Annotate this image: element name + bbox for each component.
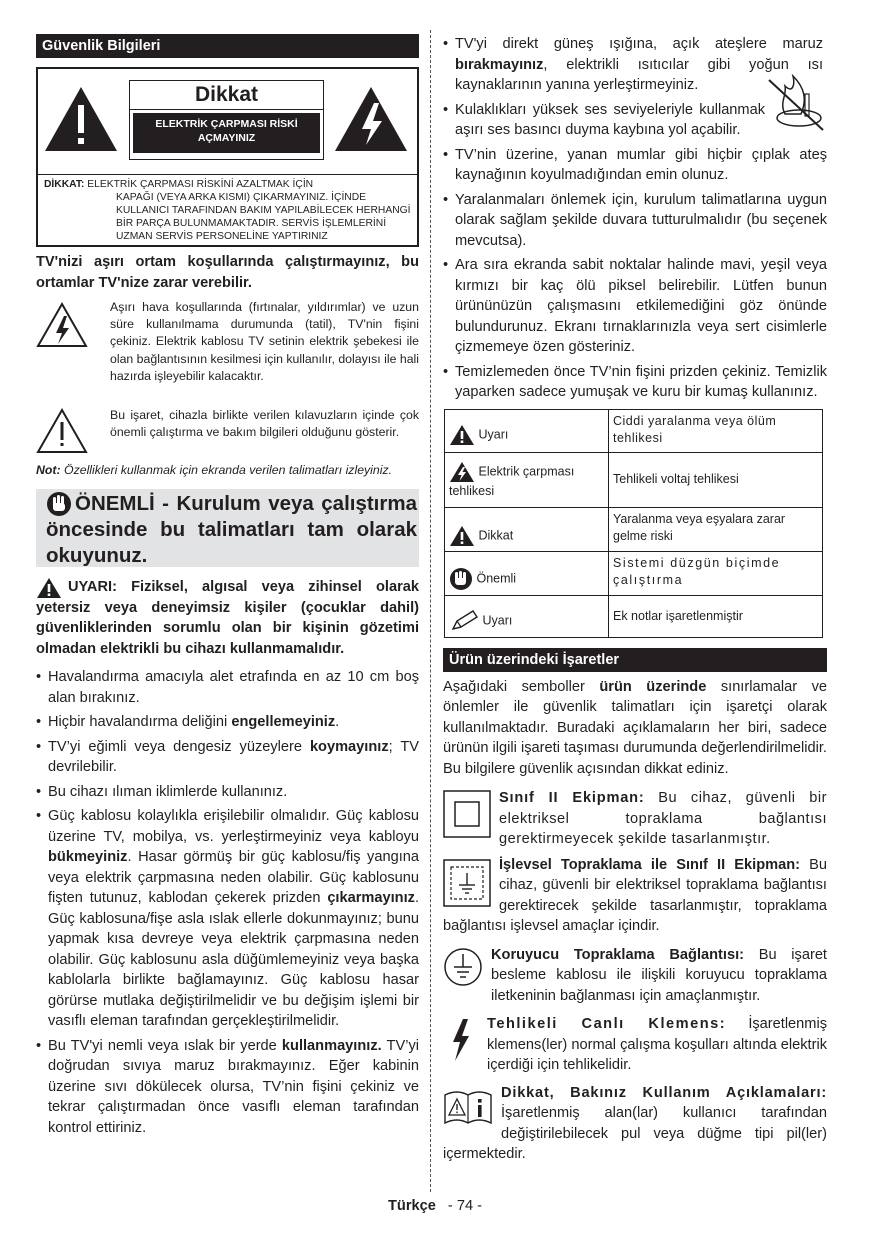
electric-shock-icon (449, 461, 475, 483)
important-title: ÖNEMLİ - Kurulum veya çalıştırma öncesinde bu talimatları tam olarak okuyunuz. (46, 492, 417, 568)
note: Not: Özellikleri kullanmak için ekranda verilen talimatları izleyiniz. (36, 463, 393, 477)
left-bullet-list (36, 667, 419, 1138)
mark-class2: Sınıf II Ekipman: Bu cihaz, güvenli bir elektriksel topraklama bağlantısı gerektirmeyecek şekilde tasarlanmıştır. (443, 788, 827, 850)
extreme-conditions-heading: TV'nizi aşırı ortam koşullarında çalıştırmayınız, bu ortamlar TV'nize zarar verebilir. (36, 254, 419, 291)
functional-earth-icon (443, 859, 491, 907)
list-item: • Bu TV'yi nemli veya ıslak bir yerde kullanmayınız. TV’yi doğrudan sıvıya maruz bırakmayınız. Eğer kabinin üzerine sıvı dökülecek olursa, TV’nin fişini çekiniz ve tekrar çalıştırmadan önce vasıflı eleman tarafından kontrol ettiriniz. (36, 1036, 419, 1139)
list-item: • TV'yi direkt güneş ışığına, açık ateşlere maruz bırakmayınız, elektrikli ısıtıcılar gibi yoğun ısı kaynaklarının yanına yerleştirmeyiniz. (443, 34, 827, 96)
footer-language: Türkçe (388, 1198, 436, 1214)
mark-caution-instructions: Dikkat, Bakınız Kullanım Açıklamaları: İşaretlenmiş alan(lar) kullanıcı tarafından değiştirilebilecek pul veya düğme tipi pil(ler) içermektedir. (443, 1084, 827, 1162)
mark-class2-functional-earth: İşlevsel Topraklama ile Sınıf II Ekipman: Bu cihaz, güvenli bir elektriksel topraklama bağlantısı gerektirecek şekilde tasarlanmıştır, topraklama bağlantısı işlevsel amaçlar içindir. (443, 856, 828, 934)
warning-paragraph (36, 577, 419, 659)
caution-title: Dikkat (130, 81, 323, 110)
page-footer (0, 1198, 875, 1214)
list-item: • Havalandırma amacıyla alet etrafında en az 10 cm boş alan bırakınız. (36, 667, 419, 708)
exclaim-info (36, 407, 419, 459)
list-item: • Güç kablosu kolaylıkla erişilebilir olmalıdır. Güç kablosu üzerine TV, mobilya, vs. yerleştirmeyiniz veya kabloyu bükmeyiniz. Hasar görmüş bir güç kablosu/fiş yangına veya elektrik çarpmasına neden olabilir. Güç kablosunu fişten tutunuz, kablodan çekerek prizden çıkarmayınız. Güç kablosuna/fişe asla ıslak ellerle dokunmayınız; bunu yapmak kısa devreye veya elektrik çarpmasına neden olabilir. Güç kablosunu asla düğümlemeyiniz veya başka kablolarla birlikte bağlamayınız. Güç kablosu hasar görürse mutlaka değiştirilmelidir ve bu değişim işlemi bir vasıflı eleman tarafından gerçekleştirilmelidir. (36, 806, 419, 1032)
important-hand-icon (449, 567, 473, 591)
list-item: • Temizlemeden önce TV’nin fişini prizden çekiniz. Temizlik yaparken sadece yumuşak ve kuru bir kumaş kullanınız. (443, 362, 827, 403)
exclaim-text: Bu işaret, cihazla birlikte verilen kılavuzların içinde çok önemli çalıştırma ve bakım bilgileri olduğunu gösterir. (110, 408, 419, 440)
section-title-markings: Ürün üzerindeki İşaretler (443, 648, 827, 672)
column-divider (430, 30, 431, 1192)
section-title-safety: Güvenlik Bilgileri (36, 34, 419, 58)
table-row: Uyarı Ek notlar işaretlenmiştir (445, 595, 823, 637)
right-bullet-list (443, 34, 827, 403)
caution-box (36, 67, 419, 247)
table-row: Elektrik çarpması tehlikesi Tehlikeli voltaj tehlikesi (445, 452, 823, 507)
table-row: Dikkat Yaralanma veya eşyalara zarar gelme riski (445, 507, 823, 551)
exclamation-outline-icon (36, 408, 88, 454)
mark-protective-earth: Koruyucu Topraklama Bağlantısı: Bu işaret besleme kablosu ile ilişkili koruyucu topraklama iletkeninin bağlanması için amaçlanmıştır. (443, 945, 827, 1007)
list-item: • TV’nin üzerine, yanan mumlar gibi hiçbir çıplak ateş kaynağının koyulmadığından emin olunuz. (443, 145, 827, 186)
protective-earth-icon (443, 947, 483, 987)
lightning-text: Aşırı hava koşullarında (fırtınalar, yıldırımlar) ve uzun süre kullanılmama durumunda (tatil), TV'nin fişini çekiniz. Elektrik kablosu TV setinin elektrik şebekesi ile olan bağlantısının kesilmesi için kullanılır, dolayısı ile hali hazırda işleyebilir kalacaktır. (110, 300, 419, 383)
list-item: • TV’yi eğimli veya dengesiz yüzeylere koymayınız; TV devrilebilir. (36, 737, 419, 778)
list-item: • Hiçbir havalandırma deliğini engellemeyiniz. (36, 712, 419, 733)
lightning-outline-icon (36, 302, 88, 348)
warning-text: UYARI: Fiziksel, algısal veya zihinsel olarak yetersiz veya deneyimsiz kişiler (çocuklar dahil) güvenliklerinden sorumlu olan bir kişinin gözetimi olmadan elektrikli bu cihazı kullanmamalıdır. (36, 579, 419, 657)
lightning-triangle-icon (334, 85, 409, 153)
lightning-warning (36, 299, 419, 401)
table-row: Uyarı Ciddi yaralanma veya ölüm tehlikesi (445, 409, 823, 452)
caution-note: DİKKAT: ELEKTRİK ÇARPMASI RİSKİNİ AZALTMAK İÇİN KAPAĞI (VEYA ARKA KISMI) ÇIKARMAYINIZ. İÇİNDE KULLANICI TARAFINDAN BAKIM YAPILABİLECEK HERHANGİ BİR PARÇA BULUNMAMAKTADIR. SERVİS İŞLEMLERİNİ UZMAN SERVİS PERSONELİNE YAPTIRINIZ (44, 179, 411, 242)
warning-icon (449, 424, 475, 446)
warning-small-icon (36, 577, 62, 599)
mark-hazardous-live: Tehlikeli Canlı Klemens: İşaretlenmiş klemens(ler) normal çalışma koşulları altında elektrik içerdiği için tehlikelidir. (443, 1014, 827, 1076)
list-item: • Bu cihazı ılıman iklimlerde kullanınız. (36, 782, 419, 803)
left-column (36, 34, 419, 1142)
list-item: • Kulaklıkları yüksek ses seviyeleriyle kullanmak aşırı ses basıncı duyma kaybına yol açabilir. (443, 100, 827, 141)
right-column (443, 34, 827, 1165)
read-instructions-icon (443, 1087, 493, 1125)
class2-equipment-icon (443, 790, 491, 838)
hazardous-live-icon (449, 1018, 473, 1062)
symbol-table (444, 409, 823, 638)
page-number: - 74 - (447, 1198, 482, 1214)
pencil-icon (449, 609, 479, 633)
caution-icon (449, 525, 475, 547)
list-item: • Yaralanmaları önlemek için, kurulum talimatlarına uygun olarak sağlam şekilde duvara tutturulmalıdır (bu seçenek mevcutsa). (443, 190, 827, 252)
caution-subtitle: ELEKTRİK ÇARPMASI RİSKİ AÇMAYINIZ (133, 113, 320, 153)
markings-intro: Aşağıdaki semboller ürün üzerinde sınırlamalar ve önlemler ile güvenlik talimatları için işaretçi olarak kullanılmaktadır. Buradaki açıklamaların her biri, sadece ürünün ilgili işareti taşıması durumunda değerlendirilmelidir. Bu bilgilere güvenlik açısından dikkat ediniz. (443, 678, 827, 777)
warning-triangle-icon (44, 85, 119, 153)
table-row: Önemli Sistemi düzgün biçimde çalıştırma (445, 551, 823, 595)
no-fire-icon (765, 74, 827, 134)
list-item: • Ara sıra ekranda sabit noktalar halinde mavi, yeşil veya kırmızı bir kaç ölü piksel belirebilir. Lütfen bunun ürününüzün çalışmasını etkilemediğini göz önünde bulundurunuz. Ekranı tırnaklarınızla veya sert cisimlerle çizmemeye özen gösteriniz. (443, 255, 827, 358)
caution-label (129, 80, 324, 160)
important-box (36, 489, 419, 567)
